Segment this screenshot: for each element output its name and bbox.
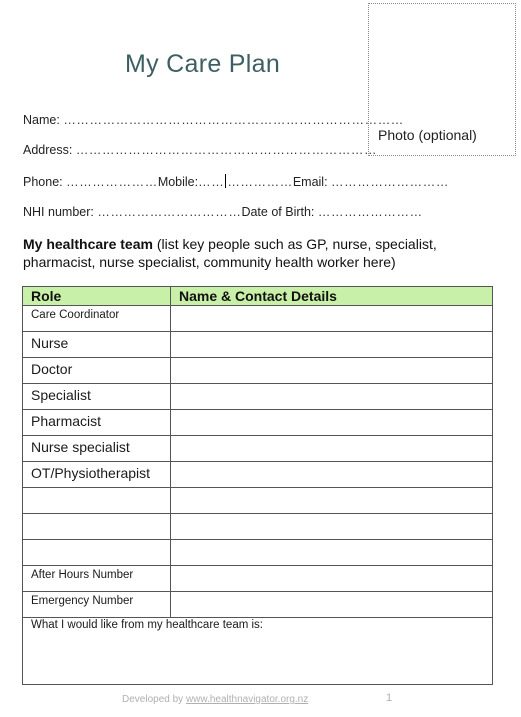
notes-cell[interactable]: What I would like from my healthcare team is: (23, 618, 493, 685)
table-row (23, 306, 493, 332)
nhi-label: NHI number: (23, 205, 94, 219)
phone-label: Phone: (23, 175, 63, 189)
details-cell[interactable] (171, 332, 493, 358)
table-row (23, 514, 493, 540)
team-intro-text: (list key people such as GP, nurse, specialist, pharmacist, nurse specialist, community health worker here) (23, 236, 437, 270)
healthcare-team-table (22, 286, 493, 685)
contact-row (23, 174, 449, 189)
table-row (23, 410, 493, 436)
details-cell[interactable] (171, 306, 493, 332)
table-row (23, 436, 493, 462)
table-row (23, 384, 493, 410)
table-row (23, 332, 493, 358)
team-intro-bold: My healthcare team (23, 236, 153, 252)
mobile-label: Mobile: (157, 175, 199, 189)
name-dots: …………………………………………………………………… (63, 113, 404, 127)
mobile-dots-1[interactable]: …… (198, 175, 225, 189)
table-row (23, 462, 493, 488)
address-dots: …………………………………………………………… (75, 143, 378, 157)
details-cell[interactable] (171, 514, 493, 540)
details-cell[interactable] (171, 358, 493, 384)
photo-box[interactable] (368, 3, 516, 156)
role-cell[interactable]: Doctor (23, 358, 171, 384)
notes-row (23, 618, 493, 685)
role-cell[interactable] (23, 488, 171, 514)
id-row (23, 205, 423, 219)
dob-dots[interactable]: …………………… (317, 205, 423, 219)
page-title: My Care Plan (125, 50, 281, 78)
dob-label: Date of Birth: (241, 205, 315, 219)
details-cell[interactable] (171, 540, 493, 566)
role-cell[interactable]: Nurse specialist (23, 436, 171, 462)
name-field[interactable] (23, 113, 404, 127)
table-row (23, 358, 493, 384)
page-number: 1 (386, 692, 393, 704)
role-cell[interactable]: Specialist (23, 384, 171, 410)
table-header-row (23, 287, 493, 306)
table-row (23, 540, 493, 566)
table-row (23, 592, 493, 618)
email-label: Email: (292, 175, 328, 189)
name-label: Name: (23, 113, 60, 127)
role-cell[interactable]: After Hours Number (23, 566, 171, 592)
details-cell[interactable] (171, 410, 493, 436)
details-cell[interactable] (171, 566, 493, 592)
details-cell[interactable] (171, 384, 493, 410)
address-field[interactable] (23, 143, 377, 157)
role-cell[interactable]: Pharmacist (23, 410, 171, 436)
role-cell[interactable]: Emergency Number (23, 592, 171, 618)
email-dots[interactable]: ……………………… (331, 175, 449, 189)
header-role: Role (23, 287, 171, 306)
role-cell[interactable]: Nurse (23, 332, 171, 358)
details-cell[interactable] (171, 436, 493, 462)
table-row (23, 488, 493, 514)
header-details: Name & Contact Details (171, 287, 493, 306)
table-row (23, 566, 493, 592)
role-cell[interactable]: Care Coordinator (23, 306, 171, 332)
photo-label: Photo (optional) (378, 127, 477, 143)
address-label: Address: (23, 143, 73, 157)
details-cell[interactable] (171, 592, 493, 618)
role-cell[interactable]: OT/Physiotherapist (23, 462, 171, 488)
team-intro (23, 235, 493, 271)
details-cell[interactable] (171, 488, 493, 514)
mobile-dots-2[interactable]: …………… (227, 175, 293, 189)
role-cell[interactable] (23, 540, 171, 566)
nhi-dots[interactable]: …………………………… (97, 205, 242, 219)
details-cell[interactable] (171, 462, 493, 488)
role-cell[interactable] (23, 514, 171, 540)
phone-dots[interactable]: ………………… (66, 175, 158, 189)
footer-credit (122, 694, 308, 705)
footer-prefix: Developed by (122, 694, 186, 705)
footer-link[interactable]: www.healthnavigator.org.nz (185, 694, 309, 705)
